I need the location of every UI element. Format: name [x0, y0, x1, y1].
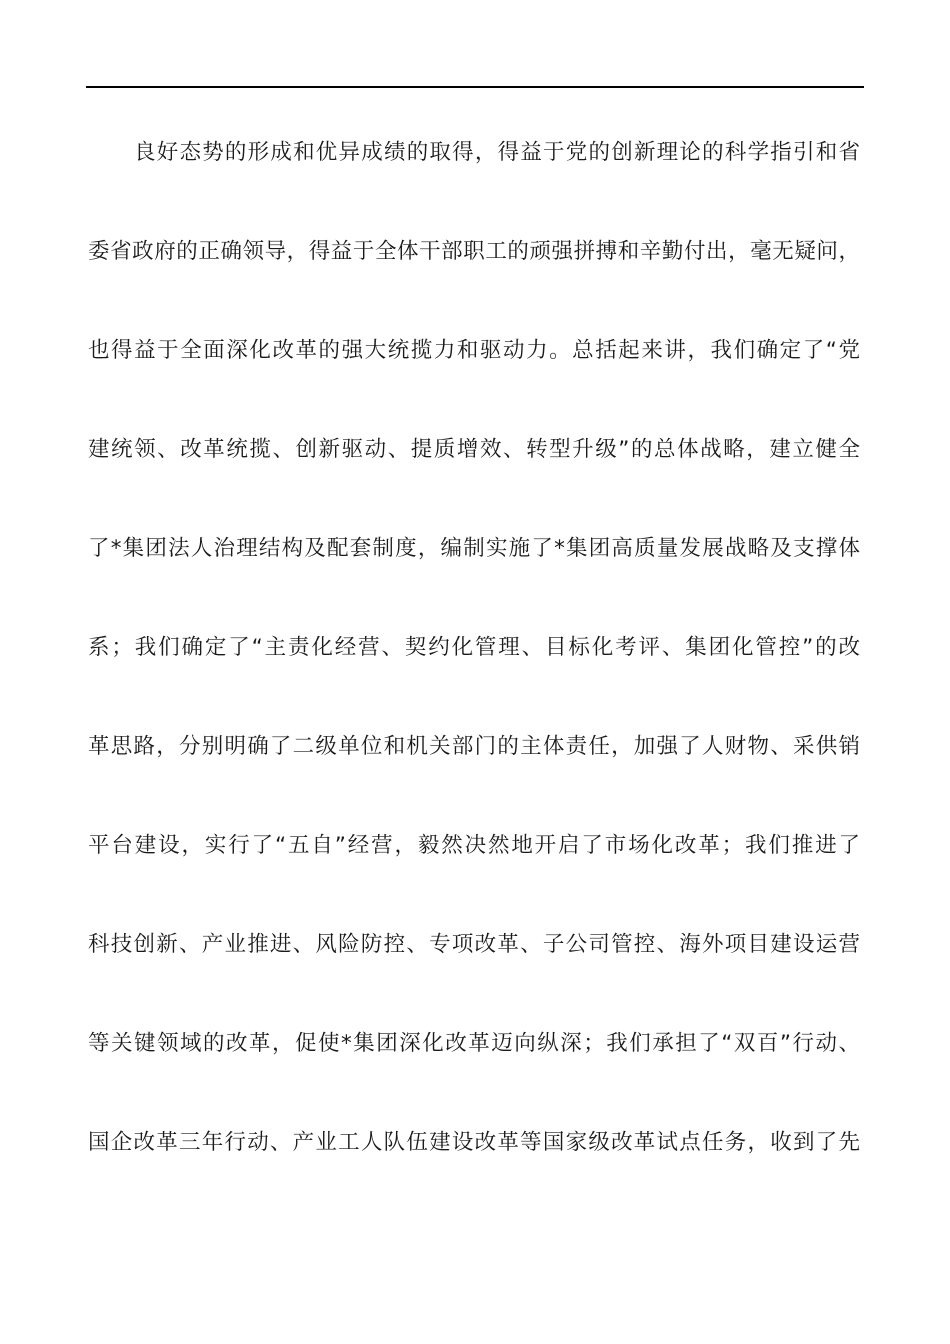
- text-line: 系；我们确定了“主责化经营、契约化管理、目标化考评、集团化管控”的改: [88, 635, 860, 660]
- body-paragraph: [88, 125, 860, 1214]
- text-line: 建统领、改革统揽、创新驱动、提质增效、转型升级”的总体战略，建立健全: [88, 437, 860, 462]
- text-line: 平台建设，实行了“五自”经营，毅然决然地开启了市场化改革；我们推进了: [88, 833, 860, 858]
- text-line: 也得益于全面深化改革的强大统揽力和驱动力。总括起来讲，我们确定了“党: [88, 338, 860, 363]
- text-line: 了*集团法人治理结构及配套制度，编制实施了*集团高质量发展战略及支撑体: [88, 536, 860, 561]
- text-line: 革思路，分别明确了二级单位和机关部门的主体责任，加强了人财物、采供销: [88, 734, 860, 759]
- text-line: 良好态势的形成和优异成绩的取得，得益于党的创新理论的科学指引和省: [134, 140, 860, 165]
- header-rule: [86, 86, 864, 88]
- text-line: 国企改革三年行动、产业工人队伍建设改革等国家级改革试点任务，收到了先: [88, 1130, 860, 1155]
- text-line: 等关键领域的改革，促使*集团深化改革迈向纵深；我们承担了“双百”行动、: [88, 1031, 860, 1056]
- text-line: 科技创新、产业推进、风险防控、专项改革、子公司管控、海外项目建设运营: [88, 932, 860, 957]
- text-line: 委省政府的正确领导，得益于全体干部职工的顽强拼搏和辛勤付出，毫无疑问，: [88, 239, 860, 264]
